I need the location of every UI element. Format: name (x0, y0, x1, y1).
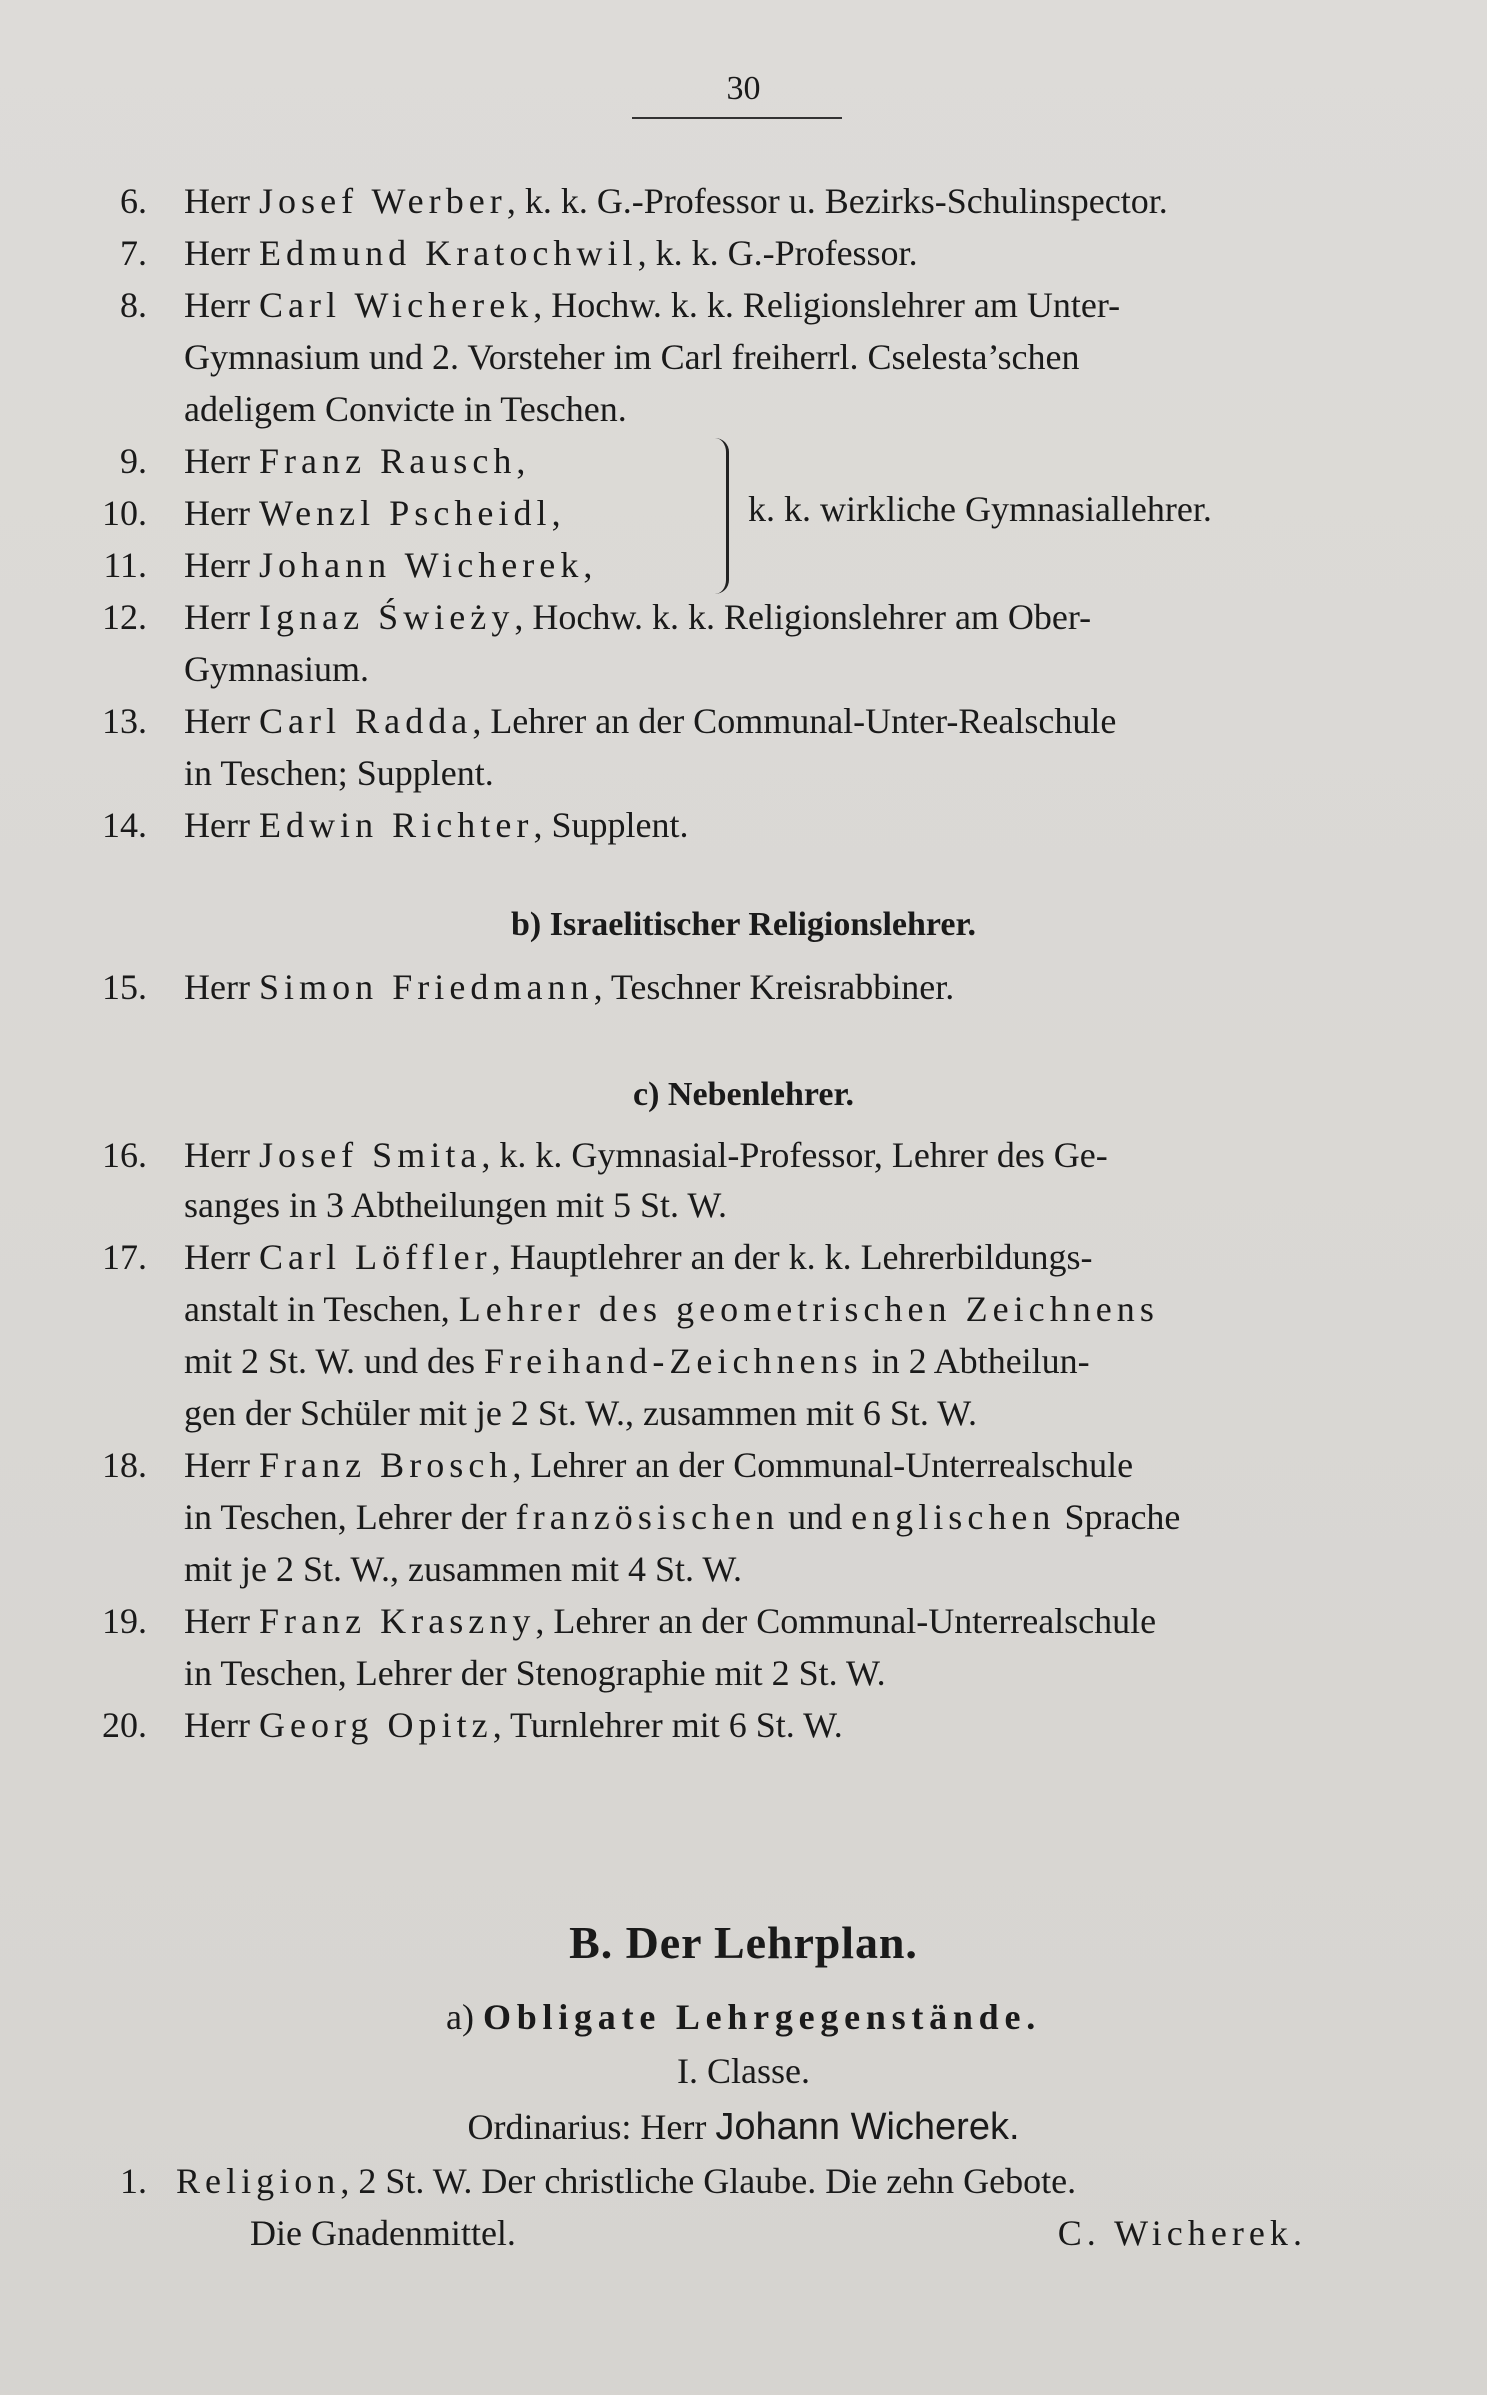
list-item-continuation: gen der Schüler mit je 2 St. W., zusammen mit 6 St. W. (184, 1393, 977, 1433)
list-item-continuation: mit 2 St. W. und des Freihand-Zeichnens in 2 Abtheilun- (184, 1341, 1090, 1381)
list-item-continuation: adeligem Convicte in Teschen. (184, 389, 627, 429)
list-item (0, 1236, 1487, 1288)
list-item (0, 440, 1487, 492)
item-text: Herr Carl Löffler, Hauptlehrer an der k. k. Lehrerbildungs- (184, 1237, 1093, 1277)
person-name: Simon Friedmann (258, 967, 594, 1007)
page-number: 30 (726, 70, 761, 107)
subject-item (0, 2160, 1487, 2212)
page-number-rule (632, 117, 842, 119)
list-item-continuation: Gymnasium. (184, 649, 369, 689)
item-text: Herr Josef Smita, k. k. Gymnasial-Professor, Lehrer des Ge- (184, 1135, 1108, 1175)
item-number: 14. (102, 805, 147, 845)
item-number: 7. (120, 233, 147, 273)
item-text: Religion, 2 St. W. Der christliche Glaube. Die zehn Gebote. (176, 2161, 1077, 2201)
list-item (0, 544, 1487, 596)
list-item (0, 1704, 1487, 1756)
list-item-continuation: anstalt in Teschen, Lehrer des geometrischen Zeichnens (184, 1289, 1159, 1329)
brace-label: k. k. wirkliche Gymnasiallehrer. (748, 489, 1212, 529)
list-item-continuation: in Teschen; Supplent. (184, 753, 494, 793)
item-number: 6. (120, 181, 147, 221)
item-number: 13. (102, 701, 147, 741)
list-item (0, 966, 1487, 1018)
list-item (0, 1444, 1487, 1496)
person-name: Edwin Richter (258, 805, 534, 845)
item-number: 11. (103, 545, 147, 585)
list-item-continuation: mit je 2 St. W., zusammen mit 4 St. W. (184, 1549, 743, 1589)
item-number: 1. (120, 2161, 147, 2201)
brace (710, 438, 729, 594)
section-heading-nebenlehrer: c) Nebenlehrer. (633, 1076, 854, 1113)
item-text: Herr Franz Rausch, (184, 441, 526, 481)
item-number: 16. (102, 1135, 147, 1175)
item-text: Herr Wenzl Pscheidl, (184, 493, 561, 533)
item-number: 19. (102, 1601, 147, 1641)
list-item-continuation: in Teschen, Lehrer der französischen und englischen Sprache (184, 1497, 1181, 1537)
item-text: Herr Carl Radda, Lehrer an der Communal-Unter-Realschule (184, 701, 1117, 741)
list-item (0, 804, 1487, 856)
person-name: Edmund Kratochwil (258, 233, 638, 273)
person-name: Georg Opitz (258, 1705, 493, 1745)
lehrplan-title: B. Der Lehrplan. (569, 1917, 918, 1968)
list-item-continuation: Gymnasium und 2. Vorsteher im Carl freiherrl. Cselesta’schen (184, 337, 1080, 377)
item-text: Herr Johann Wicherek, (184, 545, 593, 585)
obligate-heading: a) Obligate Lehrgegenstände. (446, 1997, 1041, 2037)
item-number: 8. (120, 285, 147, 325)
item-number: 18. (102, 1445, 147, 1485)
list-item (0, 1600, 1487, 1652)
person-name: Franz Rausch (258, 441, 517, 481)
person-name: Carl Radda (258, 701, 473, 741)
subject-name: Religion (176, 2161, 341, 2201)
item-text: Herr Edmund Kratochwil, k. k. G.-Professor. (184, 233, 918, 273)
classe-heading: I. Classe. (677, 2051, 810, 2091)
item-number: 20. (102, 1705, 147, 1745)
item-text: Herr Josef Werber, k. k. G.-Professor u. Bezirks-Schulinspector. (184, 181, 1168, 221)
list-item (0, 700, 1487, 752)
list-item (0, 492, 1487, 544)
item-text: Herr Franz Brosch, Lehrer an der Communal-Unterrealschule (184, 1445, 1134, 1485)
person-name: Franz Brosch (258, 1445, 513, 1485)
person-name: Ignaz Świeży (258, 597, 515, 637)
item-number: 17. (102, 1237, 147, 1277)
person-name: Franz Kraszny (258, 1601, 536, 1641)
list-item (0, 596, 1487, 648)
item-text: Herr Edwin Richter, Supplent. (184, 805, 689, 845)
list-item (0, 232, 1487, 284)
item-text: Herr Ignaz Świeży, Hochw. k. k. Religionslehrer am Ober- (184, 597, 1092, 637)
item-number: 10. (102, 493, 147, 533)
subject-continuation: Die Gnadenmittel. C. Wicherek. (250, 2213, 1307, 2253)
item-number: 12. (102, 597, 147, 637)
item-text: Herr Simon Friedmann, Teschner Kreisrabbiner. (184, 967, 955, 1007)
item-text: Herr Franz Kraszny, Lehrer an der Communal-Unterrealschule (184, 1601, 1157, 1641)
list-item (0, 180, 1487, 232)
item-text: Herr Georg Opitz, Turnlehrer mit 6 St. W. (184, 1705, 843, 1745)
person-name: Johann Wicherek (258, 545, 584, 585)
item-number: 9. (120, 441, 147, 481)
person-name: Carl Wicherek (258, 285, 534, 325)
list-item (0, 284, 1487, 336)
list-item-continuation: in Teschen, Lehrer der Stenographie mit 2 St. W. (184, 1653, 886, 1693)
teacher-signature: C. Wicherek. (1057, 2213, 1307, 2253)
person-name: Carl Löffler (258, 1237, 492, 1277)
list-item (0, 1134, 1487, 1186)
item-number: 15. (102, 967, 147, 1007)
item-text: Herr Carl Wicherek, Hochw. k. k. Religionslehrer am Unter- (184, 285, 1121, 325)
person-name: Wenzl Pscheidl (258, 493, 552, 533)
section-heading-religionslehrer: b) Israelitischer Religionslehrer. (511, 906, 976, 943)
person-name: Josef Werber (258, 181, 507, 221)
list-item-continuation: sanges in 3 Abtheilungen mit 5 St. W. (184, 1185, 728, 1225)
ordinarius-line: Ordinarius: Herr Johann Wicherek. (467, 2106, 1020, 2148)
person-name: Josef Smita (258, 1135, 482, 1175)
